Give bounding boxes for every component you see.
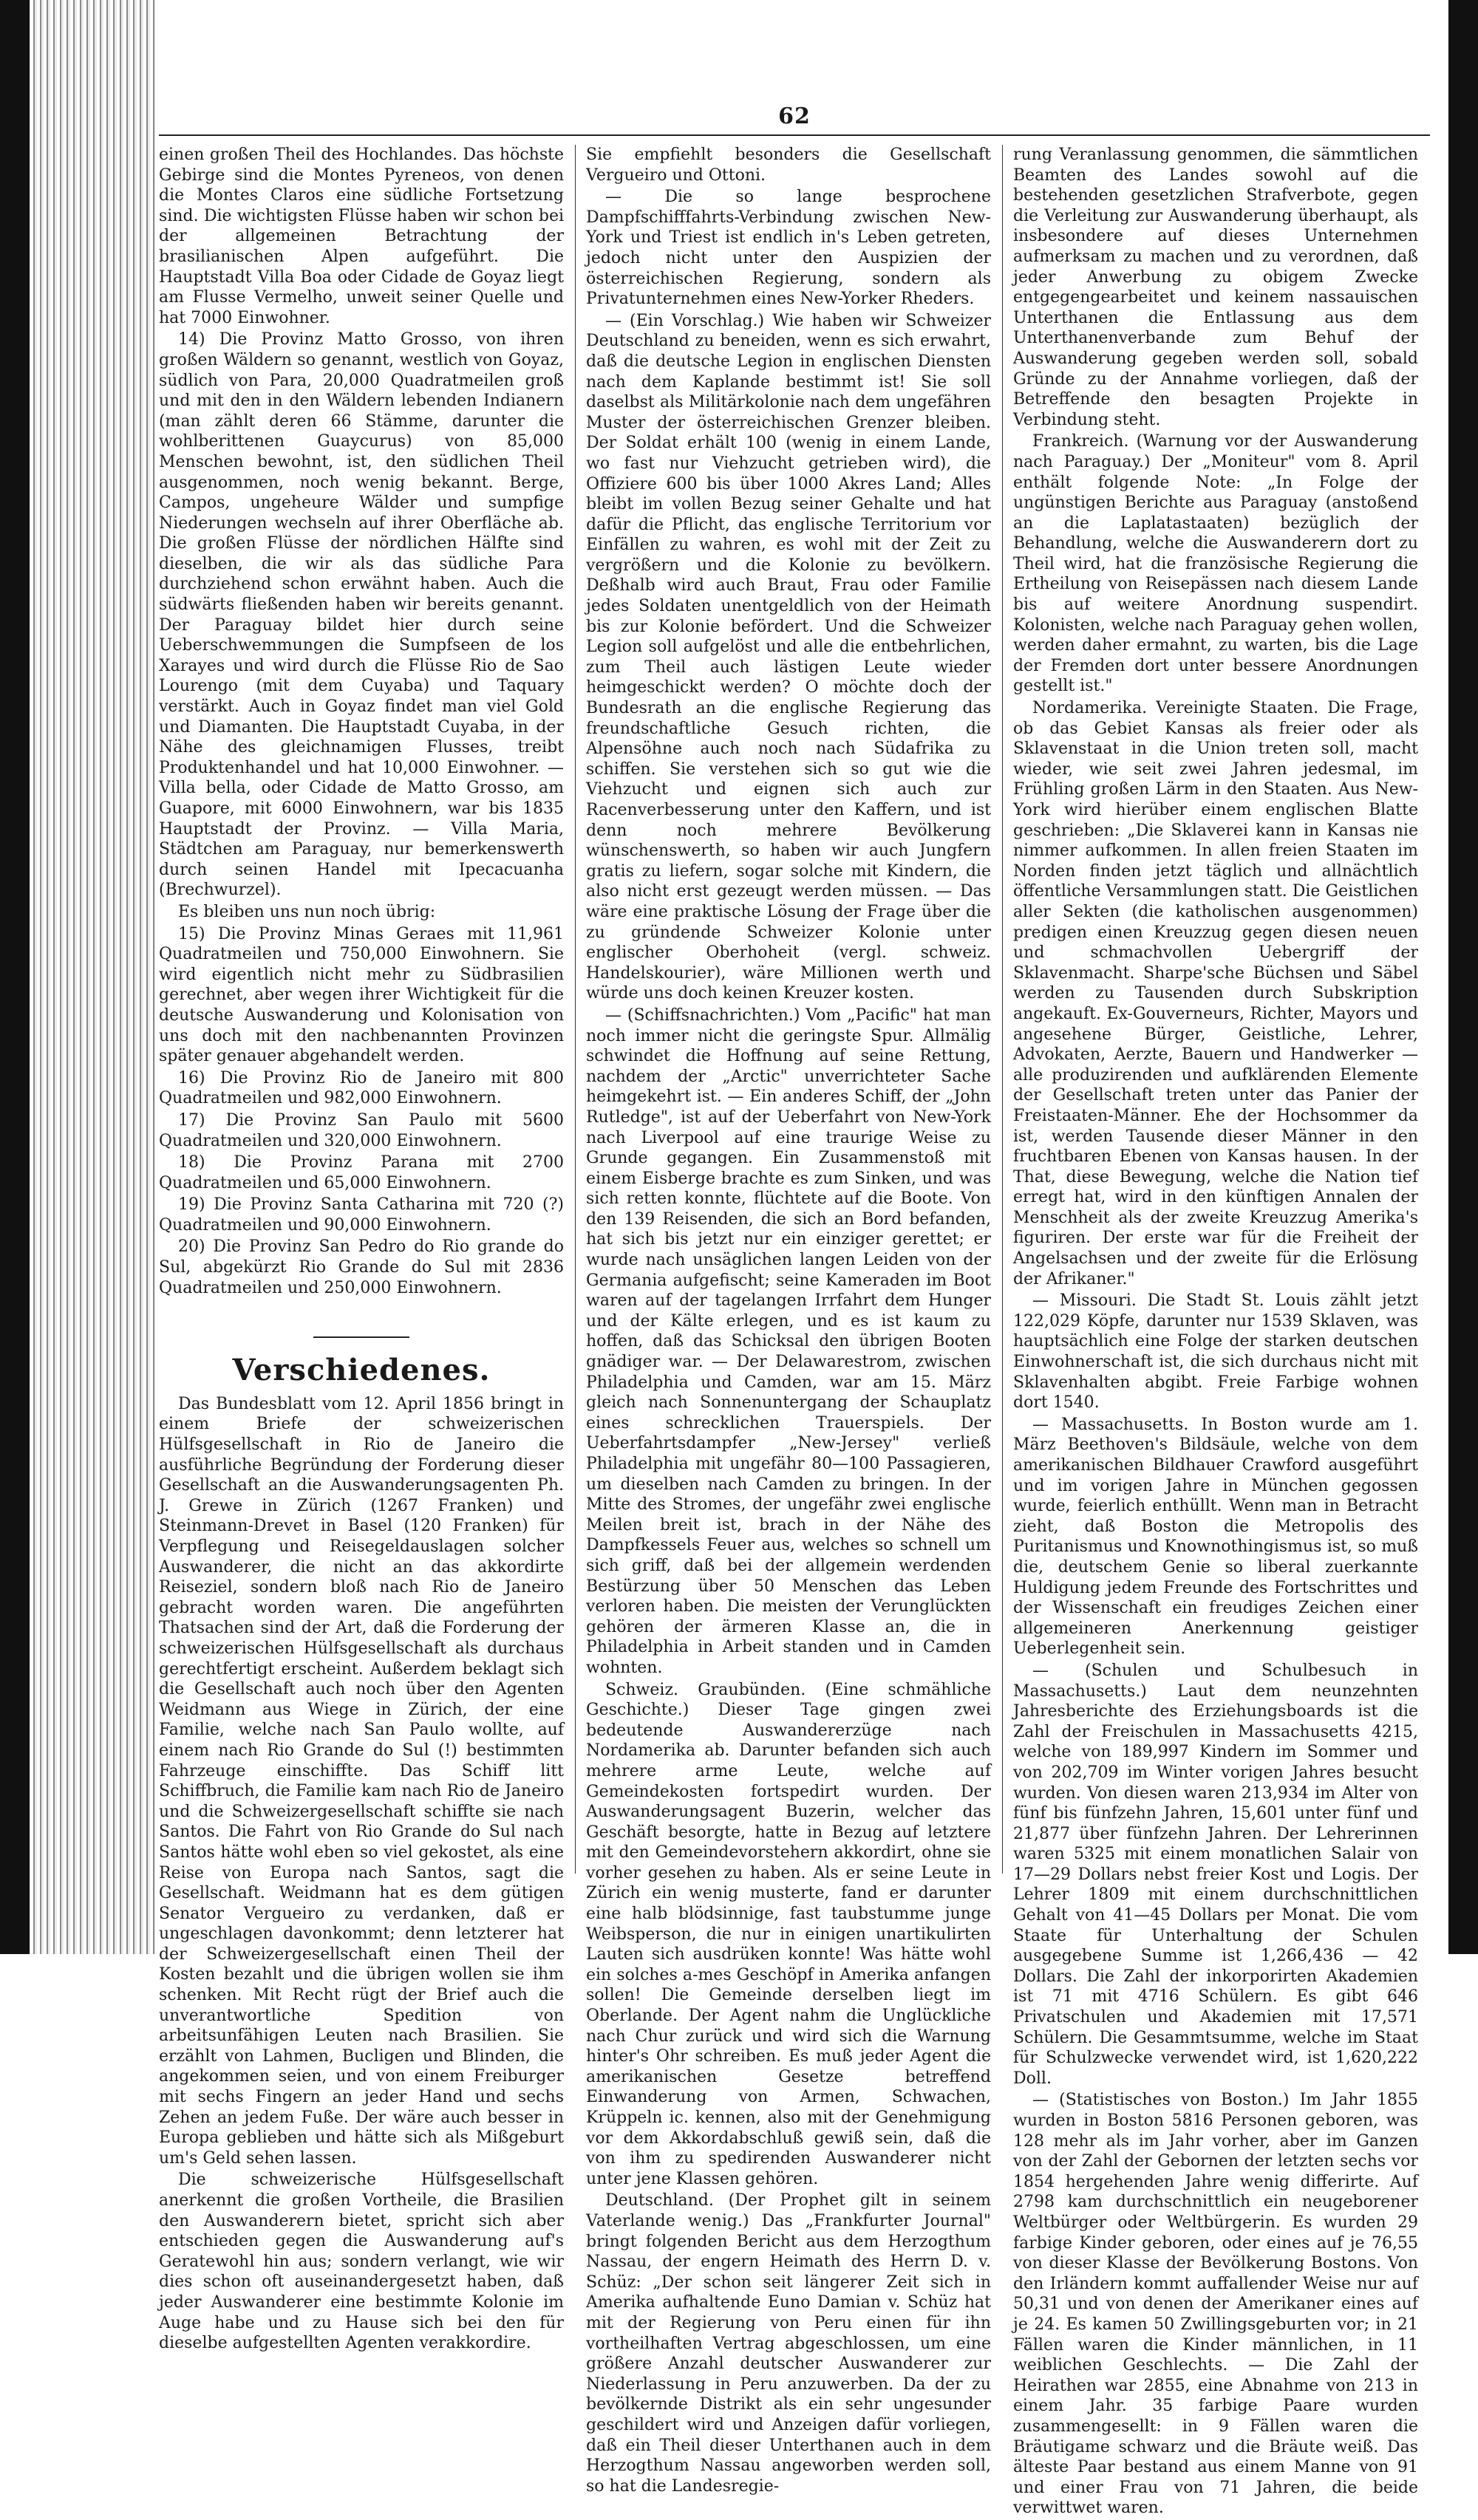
page-number: 62 xyxy=(778,103,811,129)
scan-left-border xyxy=(0,0,30,1954)
article-paragraph: — (Schiffsnachrichten.) Vom „Pacific" hat man noch immer nicht die geringste Spur. Allmälig schwindet die Hoffnung auf seine Rettung, nachdem der „Arctic" unverrichteter Sache heimgekehrt ist. — Ein anderes Schiff, der „John Rutledge", ist auf der Ueberfahrt von New-York nach Liverpool auf eine traurige Weise zu Grunde gegangen. Ein Zusammenstoß mit einem Eisberge brachte es zum Sinken, und was sich retten konnte, flüchtete auf die Boote. Von den 139 Reisenden, die sich an Bord befanden, hat sich bis jetzt nur ein einziger gerettet; er wurde nach unsäglichen langen Leiden von der Germania aufgefischt; seine Kameraden im Boot waren auf der tagelangen Irrfahrt dem Hunger und der Kälte erlegen, und es ist kaum zu hoffen, daß das Schicksal den übrigen Booten gnädiger war. — Der Delawarestrom, zwischen Philadelphia und Camden, war am 15. März gleich nach Sonnenuntergang der Schauplatz eines schrecklichen Trauerspiels. Der Ueberfahrtsdampfer „New-Jersey" verließ Philadelphia mit ungefähr 80—100 Passagieren, um dieselben nach Camden zu bringen. In der Mitte des Stromes, der ungefähr zwei englische Meilen breit ist, brach in der Nähe des Dampfkessels Feuer aus, welches so schnell um sich griff, daß bei der allgemein werdenden Bestürzung über 50 Menschen das Leben verloren haben. Die meisten der Verunglückten gehören der ärmeren Klasse an, die in Philadelphia in Arbeit standen und in Camden wohnten. xyxy=(586,1005,991,1677)
column-1 xyxy=(159,145,564,2355)
article-paragraph: 18) Die Provinz Parana mit 2700 Quadratmeilen und 65,000 Einwohnern. xyxy=(159,1153,564,1192)
article-paragraph: — Massachusetts. In Boston wurde am 1. März Beethoven's Bildsäule, welche von dem amerikanischen Bildhauer Crawford ausgeführt und im vorigen Jahre in München gegossen wurde, feierlich enthüllt. Wenn man in Betracht zieht, daß Boston die Metropolis des Puritanismus und Knownothingismus ist, so muß die, deutschem Genie so liberal zuerkannte Huldigung jedem Freunde des Fortschrittes und der Wissenschaft ein freudiges Zeichen einer allgemeineren Anerkennung geistiger Ueberlegenheit sein. xyxy=(1013,1415,1418,1659)
newspaper-page xyxy=(159,103,1430,2518)
scan-right-border xyxy=(1448,0,1478,1954)
column-2 xyxy=(586,145,991,2498)
article-paragraph: — (Ein Vorschlag.) Wie haben wir Schweizer Deutschland zu beneiden, wenn es sich erwahrt, daß die deutsche Legion in englischen Diensten nach dem Kaplande bestimmt ist! Sie soll daselbst als Militärkolonie nach dem ungefähren Muster der österreichischen Grenzer bleiben. Der Soldat erhält 100 (wenig in einem Lande, wo fast nur Viehzucht getrieben wird), die Offiziere 600 bis über 1000 Akres Land; Alles bleibt im vollen Bezug seiner Gehalte und hat dafür die Pflicht, das englische Territorium vor Einfällen zu wahren, es wohl mit der Zeit zu vergrößern und die Kolonie zu bevölkern. Deßhalb wird auch Braut, Frau oder Familie jedes Soldaten unentgeldlich von der Heimath bis zur Kolonie befördert. Und die Schweizer Legion soll aufgelöst und alle die entbehrlichen, zum Theil auch lästigen Leute wieder heimgeschickt werden? O möchte doch der Bundesrath an die englische Regierung das freundschaftliche Gesuch richten, die Alpensöhne auch noch nach Südafrika zu schiffen. Sie verstehen sich so gut wie die Viehzucht und eignen sich auch zur Racenverbesserung unter den Kaffern, und ist denn noch mehrere Bevölkerung wünschenswerth, so haben wir auch Jungfern gratis zu liefern, sogar solche mit Kindern, die also nicht erst gezeugt werden müssen. — Das wäre eine praktische Lösung der Frage über die zu gründende Schweizer Kolonie unter englischer Oberhoheit (vergl. schweiz. Handelskourier), wäre Millionen werth und würde uns doch keinen Kreuzer kosten. xyxy=(586,311,991,1003)
article-paragraph: Das Bundesblatt vom 12. April 1856 bringt in einem Briefe der schweizerischen Hülfsgesellschaft in Rio de Janeiro die ausführliche Begründung der Forderung dieser Gesellschaft an die Auswanderungsagenten Ph. J. Grewe in Zürich (1267 Franken) und Steinmann-Drevet in Basel (120 Franken) für Verpflegung und Reisegeldauslagen solcher Auswanderer, die nicht an das akkordirte Reiseziel, sondern bloß nach Rio de Janeiro gebracht worden waren. Die angeführten Thatsachen sind der Art, daß die Forderung der schweizerischen Hülfsgesellschaft als durchaus gerechtfertigt erscheint. Außerdem beklagt sich die Gesellschaft auch noch über den Agenten Weidmann aus Wiege in Zürich, der eine Familie, welche nach San Paulo wollte, auf einem nach Rio Grande do Sul (!) bestimmten Fahrzeuge einschiffte. Das Schiff litt Schiffbruch, die Familie kam nach Rio de Janeiro und die Schweizergesellschaft schiffte sie nach Santos. Die Fahrt von Rio Grande do Sul nach Santos hätte wohl eben so viel gekostet, als eine Reise von Europa nach Santos, sagt die Gesellschaft. Weidmann hat es dem gütigen Senator Vergueiro zu verdanken, daß er ungeschlagen davonkommt; denn letzterer hat der Schweizergesellschaft einen Theil der Kosten bezahlt und die übrigen wollen sie ihm schenken. Mit Recht rügt der Brief auch die unverantwortliche Spedition von arbeitsunfähigen Leuten nach Brasilien. Sie erzählt von Lahmen, Bucligen und Blinden, die angekommen seien, und von einem Freiburger mit sechs Fingern an jeder Hand und sechs Zehen an jedem Fuße. Der wäre auch besser in Europa geblieben und hätte sich als Mißgeburt um's Geld sehen lassen. xyxy=(159,1394,564,2168)
article-paragraph: Schweiz. Graubünden. (Eine schmähliche Geschichte.) Dieser Tage gingen zwei bedeutende Auswandererzüge nach Nordamerika ab. Darunter befanden sich auch mehrere arme Leute, welche auf Gemeindekosten fortspedirt wurden. Der Auswanderungsagent Buzerin, welcher das Geschäft besorgte, hatte in Bezug auf letztere mit den Gemeindevorstehern akkordirt, ohne sie vorher gesehen zu haben. Als er seine Leute in Zürich ein wenig musterte, fand er darunter eine halb blödsinnige, fast taubstumme junge Weibsperson, die nur in einigen unartikulirten Lauten sich ausdrüken konnte! Was hätte wohl ein solches a-mes Geschöpf in Amerika anfangen sollen! Die Gemeinde derselben liegt im Oberlande. Der Agent nahm die Unglückliche nach Chur zurück und wird sich die Warnung hinter's Ohr schreiben. Es muß jeder Agent die amerikanischen Gesetze betreffend Einwanderung von Armen, Schwachen, Krüppeln ic. kennen, also mit der Genehmigung vor dem Akkordabschluß gewiß sein, daß die von ihm zu spedirenden Auswanderer nicht unter jene Klassen gehören. xyxy=(586,1680,991,2188)
article-paragraph: 17) Die Provinz San Paulo mit 5600 Quadratmeilen und 320,000 Einwohnern. xyxy=(159,1110,564,1150)
article-paragraph: Sie empfiehlt besonders die Gesellschaft Vergueiro und Ottoni. xyxy=(586,146,991,185)
column-separator xyxy=(1002,145,1003,1874)
article-paragraph: 14) Die Provinz Matto Grosso, von ihren großen Wäldern so genannt, westlich von Goyaz, südlich von Para, 20,000 Quadratmeilen groß und mit den in den Wäldern lebenden Indianern (man zählt deren 66 Stämme, darunter die wohlberittenen Guaycurus) von 85,000 Menschen bewohnt, ist, den südlichen Theil ausgenommen, noch wenig bekannt. Berge, Campos, ungeheure Wälder und sumpfige Niederungen wechseln auf ihrer Oberfläche ab. Die großen Flüsse der nördlichen Hälfte sind dieselben, die wir als das südliche Para durchziehend schon erwähnt haben. Auch die südwärts fließenden haben wir bereits genannt. Der Paraguay bildet hier durch seine Ueberschwemmungen die Sumpfseen de los Xarayes und wird durch die Flüsse Rio de Sao Lourengo (mit dem Cuyaba) und Taquary verstärkt. Auch in Goyaz findet man viel Gold und Diamanten. Die Hauptstadt Cuyaba, in der Nähe des gleichnamigen Flusses, treibt Produktenhandel und hat 10,000 Einwohner. — Villa bella, oder Cidade de Matto Grosso, am Guapore, mit 6000 Einwohnern, war bis 1835 Hauptstadt der Provinz. — Villa Maria, Städtchen am Paraguay, nur bemerkenswerth durch seinen Handel mit Ipecacuanha (Brechwurzel). xyxy=(159,330,564,900)
section-divider xyxy=(313,1336,409,1338)
article-paragraph: 19) Die Provinz Santa Catharina mit 720 (?) Quadratmeilen und 90,000 Einwohnern. xyxy=(159,1195,564,1235)
article-paragraph: 15) Die Provinz Minas Geraes mit 11,961 Quadratmeilen und 750,000 Einwohnern. Sie wird eigentlich nicht mehr zu Südbrasilien gerechnet, aber wegen ihrer Wichtigkeit für die deutsche Auswanderung und Kolonisation von uns doch mit den nachbenannten Provinzen später genauer abgehandelt werden. xyxy=(159,924,564,1066)
article-paragraph: Frankreich. (Warnung vor der Auswanderung nach Paraguay.) Der „Moniteur" vom 8. April enthält folgende Note: „In Folge der ungünstigen Berichte aus Paraguay (anstoßend an die Laplatastaaten) bezüglich der Behandlung, welche die Auswanderern dort zu Theil wird, hat die französische Regierung die Ertheilung von Reisepässen nach diesem Lande bis auf weitere Anordnung suspendirt. Kolonisten, welche nach Paraguay gehen wollen, werden daher ermahnt, zu warten, bis die Lage der Fremden dort unter bessere Anordnungen gestellt ist." xyxy=(1013,432,1418,696)
header-rule xyxy=(159,134,1430,136)
column-3 xyxy=(1013,145,1418,2520)
article-paragraph: Es bleiben uns nun noch übrig: xyxy=(178,902,436,921)
column-separator xyxy=(575,145,576,1874)
article-paragraph: 20) Die Provinz San Pedro do Rio grande do Sul, abgekürzt Rio Grande do Sul mit 2836 Quadratmeilen und 250,000 Einwohnern. xyxy=(159,1237,564,1297)
article-paragraph: Nordamerika. Vereinigte Staaten. Die Frage, ob das Gebiet Kansas als freier oder als Sklavenstaat in die Union treten soll, macht wieder, wie seit zwei Jahren jedesmal, im Frühling großen Lärm in den Staaten. Aus New-York wird hierüber einem englischen Blatte geschrieben: „Die Sklaverei kann in Kansas nie nimmer aufkommen. In allen freien Staaten im Norden finden jetzt täglich und allnächtlich öffentliche Versammlungen statt. Die Geistlichen aller Sekten (die katholischen ausgenommen) predigen einen Kreuzzug gegen diesen neuen und schmachvollen Uebergriff der Sklavenmacht. Sharpe'sche Büchsen und Säbel werden zu Tausenden durch Subskription angekauft. Ex-Gouverneurs, Richter, Mayors und angesehene Bürger, Geistliche, Lehrer, Advokaten, Aerzte, Bauern und Handwerker — alle produzirenden und aufklärenden Elemente der Gesellschaft treten unter das Panier der Freistaaten-Männer. Ehe der Hochsommer da ist, werden Tausende dieser Männer in den fruchtbaren Ebenen von Kansas hausen. In der That, diese Bewegung, welche die Nation tief erregt hat, wird in den künftigen Annalen der Menschheit als der zweite Kreuzzug Amerika's figuriren. Der erste war für die Freiheit der Angelsachsen und der zweite für die Erlösung der Afrikaner." xyxy=(1013,699,1418,1288)
article-paragraph: — Missouri. Die Stadt St. Louis zählt jetzt 122,029 Köpfe, darunter nur 1539 Sklaven, was hauptsächlich eine Folge der starken deutschen Einwohnerschaft ist, die sich durchaus nicht mit Sklavenhalten abgibt. Freie Farbige wohnen dort 1540. xyxy=(1013,1291,1418,1413)
article-paragraph: Deutschland. (Der Prophet gilt in seinem Vaterlande wenig.) Das „Frankfurter Journal" bringt folgenden Bericht aus dem Herzogthum Nassau, der engern Heimath des Herrn D. v. Schüz: „Der schon seit längerer Zeit sich in Amerika aufhaltende Euno Damian v. Schüz hat mit der Regierung von Peru einen für ihn vortheilhaften Vertrag abgeschlossen, um eine größere Anzahl deutscher Auswanderer zur Niederlassung in Peru anzuwerben. Da der zu bevölkernde Distrikt als ein sehr ungesunder geschildert wird und Anzeigen dafür vorliegen, daß ein Theil dieser Unterthanen auch in dem Herzogthum Nassau angeworben werden soll, so hat die Landesregie- xyxy=(586,2191,991,2496)
article-paragraph: Die schweizerische Hülfsgesellschaft anerkennt die großen Vortheile, die Brasilien den Auswanderern bietet, spricht sich aber entschieden gegen die Auswanderung auf's Geratewohl hin aus; sondern verlangt, wie wir dies schon oft auseinandergesetzt haben, daß jeder Auswanderer eine bestimmte Kolonie im Auge habe und zu Hause sich bei den für dieselbe aufgestellten Agenten verakkordire. xyxy=(159,2171,564,2353)
section-heading: Verschiedenes. xyxy=(232,1353,491,1388)
article-paragraph: rung Veranlassung genommen, die sämmtlichen Beamten des Landes sowohl auf die bestehenden gesetzlichen Strafverbote, gegen die Verleitung zur Auswanderung überhaupt, als insbesondere auf dieses Unternehmen aufmerksam zu machen und zu verordnen, daß jeder Anwerbung zu obigem Zwecke entgegengearbeitet und keinem nassauischen Unterthanen die Entlassung aus dem Unterthanenverbande zum Behuf der Auswanderung gegeben werden soll, sobald Gründe zu der Annahme vorliegen, daß der Betreffende den besagten Projekte in Verbindung steht. xyxy=(1013,146,1418,429)
article-paragraph: — Die so lange besprochene Dampfschifffahrts-Verbindung zwischen New-York und Triest ist endlich in's Leben getreten, jedoch nicht unter den Auspizien der österreichischen Regierung, sondern als Privatunternehmen eines New-Yorker Rheders. xyxy=(586,188,991,309)
article-paragraph: — (Statistisches von Boston.) Im Jahr 1855 wurden in Boston 5816 Personen geboren, was 128 mehr als im Jahr vorher, aber im Ganzen von der Zahl der Gebornen der letzten sechs vor 1854 hergehenden Jahre wenig differirte. Auf 2798 kam durchschnittlich ein neugeborener Weltbürger oder Weltbürgerin. Es wurden 29 farbige Kinder geboren, oder eines auf je 76,55 von dieser Klasse der Bevölkerung Bostons. Von den Irländern kommt auffallender Weise nur auf 50,31 und von denen der Amerikaner eines auf je 24. Es kamen 50 Zwillingsgeburten vor; in 21 Fällen waren die Kinder männlichen, in 11 weiblichen Geschlechts. — Die Zahl der Heirathen war 2855, eine Abnahme von 213 in einem Jahr. 35 farbige Paare wurden zusammengesellt: in 9 Fällen waren die Bräutigame schwarz und die Bräute weiß. Das älteste Paar bestand aus einem Manne von 91 und einer Frau von 71 Jahren, die beide verwittwet waren. xyxy=(1013,2091,1418,2518)
article-paragraph: einen großen Theil des Hochlandes. Das höchste Gebirge sind die Montes Pyreneos, von denen die Montes Claros eine südliche Fortsetzung sind. Die wichtigsten Flüsse haben wir schon bei der allgemeinen Betrachtung der brasilianischen Alpen aufgeführt. Die Hauptstadt Villa Boa oder Cidade de Goyaz liegt am Flusse Vermelho, unweit seiner Quelle und hat 7000 Einwohner. xyxy=(159,146,564,327)
article-paragraph: — (Schulen und Schulbesuch in Massachusetts.) Laut dem neunzehnten Jahresberichte des Erziehungsboards ist die Zahl der Freischulen in Massachusetts 4215, welche von 189,997 Kindern im Sommer und von 202,709 im Winter vorigen Jahres besucht wurden. Von diesen waren 213,934 im Alter von fünf bis fünfzehn Jahren, 15,601 unter fünf und 21,877 über fünfzehn Jahren. Der Lehrerinnen waren 5325 mit einem monatlichen Salair von 17—29 Dollars nebst freier Kost und Logis. Der Lehrer 1809 mit einem durchschnittlichen Gehalt von 41—45 Dollars per Monat. Die vom Staate für Unterhaltung der Schulen ausgegebene Summe ist 1,266,436 — 42 Dollars. Die Zahl der inkorporirten Akademien ist 71 mit 4716 Schülern. Es gibt 646 Privatschulen und Akademien mit 17,571 Schülern. Die Gesammtsumme, welche im Staat für Schulzwecke verwendet wird, ist 1,620,222 Doll. xyxy=(1013,1661,1418,2088)
article-paragraph: 16) Die Provinz Rio de Janeiro mit 800 Quadratmeilen und 982,000 Einwohnern. xyxy=(159,1068,564,1108)
